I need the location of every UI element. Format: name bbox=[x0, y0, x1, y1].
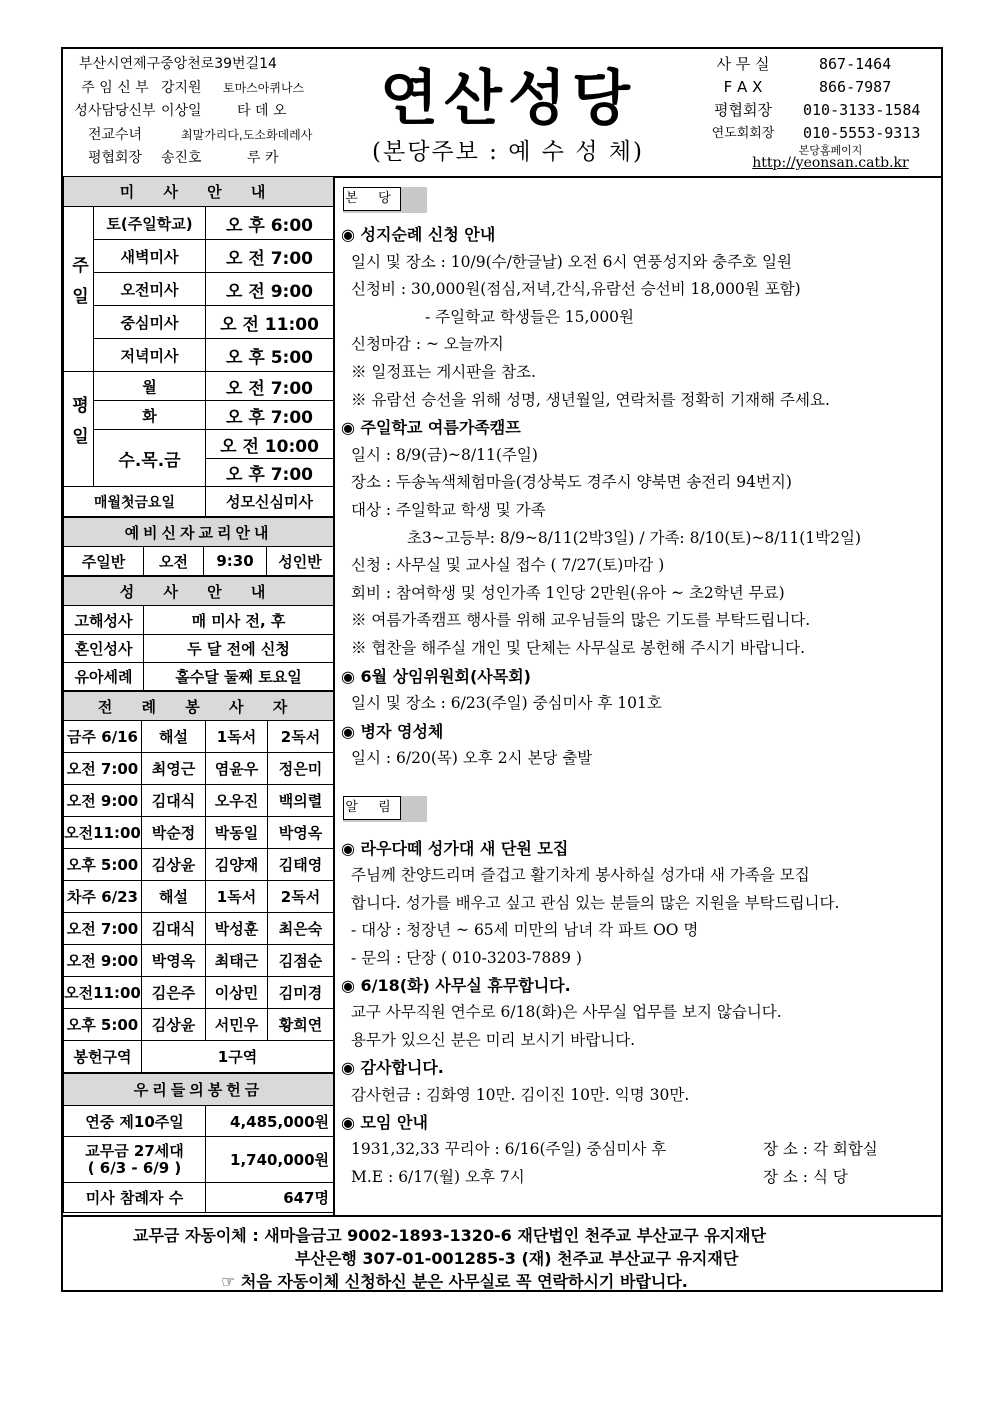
notice-location: 장 소 : 식 당 bbox=[763, 1167, 848, 1186]
notice-text: M.E : 6/17(월) 오후 7시 bbox=[351, 1167, 525, 1186]
offering-area-label: 봉헌구역 bbox=[64, 1041, 142, 1073]
parish-tab bbox=[343, 187, 428, 213]
server-cell: 최은숙 bbox=[268, 913, 334, 945]
header bbox=[63, 49, 941, 178]
server-cell: 염윤우 bbox=[206, 753, 268, 785]
notice-text: ◉ 성지순례 신청 안내 bbox=[341, 225, 496, 244]
bulletin-subtitle: (본당주보 : 예 수 성 체) bbox=[372, 139, 644, 165]
contact-list bbox=[693, 53, 938, 145]
server-cell: 2독서 bbox=[268, 881, 334, 913]
server-cell: 1독서 bbox=[206, 721, 268, 753]
notice-text: ※ 협찬을 해주실 개인 및 단체는 사무실로 봉헌해 주시기 바랍니다. bbox=[351, 639, 806, 657]
server-cell: 박성훈 bbox=[206, 913, 268, 945]
notice-line bbox=[351, 636, 805, 658]
mass-name: 화 bbox=[94, 401, 206, 430]
mass-table bbox=[63, 176, 334, 517]
notice-line bbox=[351, 332, 504, 354]
notice-line bbox=[351, 691, 662, 713]
homepage bbox=[723, 144, 938, 170]
servers-table bbox=[63, 691, 334, 1073]
server-cell: 박영옥 bbox=[268, 817, 334, 849]
server-cell: 금주 6/16 bbox=[64, 721, 142, 753]
weekday-label: 평일 bbox=[64, 372, 94, 487]
server-cell: 해설 bbox=[142, 881, 206, 913]
notice-line bbox=[351, 470, 792, 492]
contact-label: 연도회회장 bbox=[711, 126, 775, 141]
notice-line bbox=[351, 1083, 689, 1105]
news-tab-label: 알 림 bbox=[343, 796, 401, 820]
sacrament-name: 고해성사 bbox=[64, 606, 144, 635]
notice-text: 대상 : 주일학교 학생 및 가족 bbox=[351, 501, 546, 519]
catechumen-heading: 예비신자교리안내 bbox=[64, 518, 334, 547]
address: 부산시연제구중앙천로39번길14 bbox=[79, 56, 277, 72]
contact-label: F A X bbox=[723, 78, 763, 96]
server-cell: 해설 bbox=[142, 721, 206, 753]
mass-name: 저녁미사 bbox=[94, 339, 206, 372]
sacrament-value: 두 달 전에 신청 bbox=[144, 635, 334, 663]
notice-text: 일시 및 장소 : 10/9(수/한글날) 오전 6시 연풍성지와 충주호 일원 bbox=[351, 252, 792, 271]
staff-role: 성사담당신부 bbox=[74, 103, 156, 119]
mass-heading: 미 사 안 내 bbox=[64, 177, 334, 207]
offering-area-value: 1구역 bbox=[142, 1041, 334, 1073]
server-cell: 오전 9:00 bbox=[64, 945, 142, 977]
sacrament-value: 홀수달 둘째 토요일 bbox=[144, 663, 334, 691]
notice-line bbox=[351, 581, 785, 603]
notice-line bbox=[351, 918, 698, 940]
notice-text: 합니다. 성가를 배우고 싶고 관심 있는 분들의 많은 지원을 부탁드립니다. bbox=[351, 893, 840, 912]
mass-time: 오 후 7:00 bbox=[206, 459, 334, 487]
notice-line bbox=[407, 526, 861, 548]
server-cell: 오전 7:00 bbox=[64, 753, 142, 785]
catechumen-cell: 오전 bbox=[144, 547, 204, 576]
mass-time: 오 전 7:00 bbox=[206, 372, 334, 401]
notice-text: ◉ 모임 안내 bbox=[341, 1113, 428, 1132]
notice-text: ◉ 6/18(화) 사무실 휴무합니다. bbox=[341, 976, 571, 995]
notice-text: ◉ 주일학교 여름가족캠프 bbox=[341, 418, 521, 438]
server-cell: 박영옥 bbox=[142, 945, 206, 977]
server-cell: 2독서 bbox=[268, 721, 334, 753]
notice-line bbox=[351, 498, 546, 520]
server-cell: 오후 5:00 bbox=[64, 1009, 142, 1041]
server-cell: 김상윤 bbox=[142, 849, 206, 881]
servers-heading: 전 례 봉 사 자 bbox=[64, 692, 334, 721]
server-cell: 김은주 bbox=[142, 977, 206, 1009]
notice-heading bbox=[341, 664, 531, 687]
server-cell: 김대식 bbox=[142, 913, 206, 945]
offering-label-cell bbox=[64, 1137, 206, 1183]
notice-heading bbox=[341, 719, 443, 742]
staff-name: 강지원 bbox=[161, 79, 202, 96]
notice-text: 1931,32,33 꾸리아 : 6/16(주일) 중심미사 후 bbox=[351, 1140, 667, 1159]
notice-line bbox=[351, 388, 830, 410]
notice-text: ◉ 감사합니다. bbox=[341, 1058, 444, 1078]
staff-role: 주 임 신 부 bbox=[81, 79, 149, 96]
notice-line bbox=[351, 891, 839, 913]
notice-heading bbox=[341, 222, 495, 245]
server-cell: 정은미 bbox=[268, 753, 334, 785]
notice-text: 주님께 찬양드리며 즐겁고 활기차게 봉사하실 성가대 새 가족을 모집 bbox=[351, 866, 810, 885]
notice-line bbox=[425, 305, 634, 327]
offering-value: 1,740,000원 bbox=[206, 1137, 334, 1183]
notice-heading bbox=[341, 836, 568, 859]
notice-line bbox=[351, 746, 592, 768]
notice-line bbox=[351, 360, 536, 382]
notice-text: 일시 : 8/9(금)~8/11(주일) bbox=[351, 445, 538, 464]
notice-line bbox=[351, 443, 538, 465]
mass-time: 오 전 7:00 bbox=[206, 240, 334, 273]
server-cell: 김양재 bbox=[206, 849, 268, 881]
server-cell: 황희연 bbox=[268, 1009, 334, 1041]
catechumen-cell: 성인반 bbox=[267, 547, 334, 576]
staff-role: 전교수녀 bbox=[87, 126, 143, 143]
first-friday-name: 매월첫금요일 bbox=[64, 487, 206, 517]
notice-line bbox=[351, 1137, 878, 1159]
notice-heading bbox=[341, 1110, 428, 1133]
notice-heading bbox=[341, 973, 571, 996]
notice-text: - 대상 : 청장년 ~ 65세 미만의 남녀 각 파트 OO 명 bbox=[351, 921, 699, 940]
staff-baptismal: 최말가리다,도소화데레사 bbox=[181, 127, 313, 142]
notice-line bbox=[351, 608, 810, 630]
notice-line bbox=[351, 1028, 635, 1050]
contact-label: 사 무 실 bbox=[716, 55, 770, 73]
staff-baptismal: 루 카 bbox=[247, 150, 279, 166]
notice-text: ※ 일정표는 게시판을 참조. bbox=[351, 363, 536, 381]
footer-line: ☞ 처음 자동이체 신청하신 분은 사무실로 꼭 연락하시기 바랍니다. bbox=[221, 1272, 688, 1291]
notice-line bbox=[351, 1000, 782, 1022]
server-cell: 오전11:00 bbox=[64, 977, 142, 1009]
server-cell: 오전 7:00 bbox=[64, 913, 142, 945]
notice-text: 신청비 : 30,000원(점심,저녁,간식,유람선 승선비 18,000원 포함) bbox=[351, 280, 801, 299]
notices-column bbox=[335, 176, 941, 1215]
notice-text: 감사헌금 : 김화영 10만. 김이진 10만. 익명 30만. bbox=[351, 1085, 690, 1104]
catechumen-cell: 주일반 bbox=[64, 547, 144, 576]
notice-text: - 문의 : 단장 ( 010-3203-7889 ) bbox=[351, 948, 582, 967]
server-cell: 박동일 bbox=[206, 817, 268, 849]
contact-value: 010-3133-1584 bbox=[803, 101, 921, 119]
notice-heading bbox=[341, 415, 521, 438]
bulletin-title: 연산성당 bbox=[380, 64, 636, 134]
server-cell: 김점순 bbox=[268, 945, 334, 977]
notice-text: ◉ 라우다떼 성가대 새 단원 모집 bbox=[341, 839, 569, 858]
sacrament-heading: 성 사 안 내 bbox=[64, 577, 334, 606]
catechumen-cell: 9:30 bbox=[204, 547, 267, 576]
server-cell: 오우진 bbox=[206, 785, 268, 817]
notice-text: 일시 및 장소 : 6/23(주일) 중심미사 후 101호 bbox=[351, 694, 662, 713]
offering-heading: 우리들의봉헌금 bbox=[64, 1074, 334, 1106]
notice-text: 교구 사무직원 연수로 6/18(화)은 사무실 업무를 보지 않습니다. bbox=[351, 1003, 782, 1022]
offering-period: ( 6/3 - 6/9 ) bbox=[87, 1158, 182, 1177]
notice-line bbox=[351, 553, 664, 575]
staff-baptismal: 타 데 오 bbox=[237, 103, 287, 119]
server-cell: 박순정 bbox=[142, 817, 206, 849]
mass-name: 새벽미사 bbox=[94, 240, 206, 273]
offering-label: 연중 제10주일 bbox=[64, 1106, 206, 1137]
server-cell: 김상윤 bbox=[142, 1009, 206, 1041]
server-cell: 김미경 bbox=[268, 977, 334, 1009]
mass-time: 오 후 7:00 bbox=[206, 401, 334, 430]
server-cell: 이상민 bbox=[206, 977, 268, 1009]
server-cell: 백의렬 bbox=[268, 785, 334, 817]
mass-time: 오 전 9:00 bbox=[206, 273, 334, 306]
footer-line: 교무금 자동이체 : 새마을금고 9002-1893-1320-6 재단법인 천주교 부산교구 유지재단 bbox=[133, 1226, 766, 1245]
notice-line bbox=[351, 1165, 848, 1187]
contact-value: 867-1464 bbox=[819, 55, 892, 73]
notice-text: ※ 유람선 승선을 위해 성명, 생년월일, 연락처를 정확히 기재해 주세요. bbox=[351, 390, 830, 409]
server-cell: 김태영 bbox=[268, 849, 334, 881]
notice-text: 장소 : 두송녹색체험마을(경상북도 경주시 양북면 송전리 94번지) bbox=[351, 473, 792, 492]
notice-line bbox=[351, 863, 810, 885]
staff-name: 송진호 bbox=[161, 150, 202, 166]
schedule-column bbox=[63, 176, 335, 1215]
server-cell: 김대식 bbox=[142, 785, 206, 817]
notice-location: 장 소 : 각 회합실 bbox=[763, 1140, 878, 1159]
sacrament-value: 매 미사 전, 후 bbox=[144, 606, 334, 635]
server-cell: 차주 6/23 bbox=[64, 881, 142, 913]
contact-value: 010-5553-9313 bbox=[803, 124, 921, 142]
mass-name: 수.목.금 bbox=[94, 430, 206, 487]
parish-staff bbox=[69, 53, 339, 171]
sacrament-table bbox=[63, 576, 334, 691]
offering-value: 647명 bbox=[206, 1183, 334, 1213]
sunday-label: 주일 bbox=[64, 207, 94, 372]
bulletin-frame bbox=[61, 47, 943, 1292]
first-friday-mass: 성모신심미사 bbox=[206, 487, 334, 517]
catechumen-table bbox=[63, 517, 334, 576]
notice-heading bbox=[341, 1055, 444, 1078]
staff-name bbox=[161, 124, 181, 148]
offering-label: 교무금 27세대 bbox=[85, 1141, 184, 1160]
offering-label: 미사 참례자 수 bbox=[64, 1183, 206, 1213]
notice-text: ◉ 6월 상임위원회(사목회) bbox=[341, 666, 531, 686]
homepage-label: 본당홈페이지 bbox=[798, 144, 863, 157]
notice-line bbox=[351, 946, 582, 968]
parish-tab-label: 본 당 bbox=[343, 187, 401, 211]
mass-time: 오 후 6:00 bbox=[206, 207, 334, 240]
server-cell: 최영근 bbox=[142, 753, 206, 785]
notice-text: 회비 : 참여학생 및 성인가족 1인당 2만원(유아 ~ 초2학년 무료) bbox=[351, 583, 785, 602]
server-cell: 최태근 bbox=[206, 945, 268, 977]
server-cell: 1독서 bbox=[206, 881, 268, 913]
server-cell: 오전11:00 bbox=[64, 817, 142, 849]
offering-value: 4,485,000원 bbox=[206, 1106, 334, 1137]
notice-line bbox=[351, 250, 792, 272]
homepage-link[interactable]: http://yeonsan.catb.kr bbox=[752, 155, 909, 171]
contact-label: 평협회장 bbox=[714, 101, 772, 119]
server-cell: 서민우 bbox=[206, 1009, 268, 1041]
server-cell: 오전 9:00 bbox=[64, 785, 142, 817]
sacrament-name: 유아세례 bbox=[64, 663, 144, 691]
sacrament-name: 혼인성사 bbox=[64, 635, 144, 663]
news-tab bbox=[343, 796, 428, 822]
offering-table bbox=[63, 1073, 334, 1213]
mass-time: 오 전 10:00 bbox=[206, 430, 334, 459]
mass-name: 월 bbox=[94, 372, 206, 401]
footer-line: 부산은행 307-01-001285-3 (재) 천주교 부산교구 유지재단 bbox=[295, 1249, 739, 1268]
mass-name: 오전미사 bbox=[94, 273, 206, 306]
mass-time: 오 후 5:00 bbox=[206, 339, 334, 372]
server-cell: 오후 5:00 bbox=[64, 849, 142, 881]
notice-text: ※ 여름가족캠프 행사를 위해 교우님들의 많은 기도를 부탁드립니다. bbox=[351, 611, 811, 630]
contact-value: 866-7987 bbox=[819, 78, 892, 96]
notice-text: 신청마감 : ~ 오늘까지 bbox=[351, 335, 504, 354]
notice-text: 초3~고등부: 8/9~8/11(2박3일) / 가족: 8/10(토)~8/11(1박2일) bbox=[407, 528, 861, 547]
staff-name: 이상일 bbox=[161, 103, 202, 119]
notice-line bbox=[351, 277, 801, 299]
footer bbox=[63, 1215, 941, 1292]
notice-text: 일시 : 6/20(목) 오후 2시 본당 출발 bbox=[351, 749, 593, 768]
staff-role: 평협회장 bbox=[87, 150, 143, 166]
notice-text: 용무가 있으신 분은 미리 보시기 바랍니다. bbox=[351, 1030, 636, 1049]
mass-time: 오 전 11:00 bbox=[206, 306, 334, 339]
staff-baptismal: 토마스아퀴나스 bbox=[223, 80, 305, 95]
notice-text: 신청 : 사무실 및 교사실 접수 ( 7/27(토)마감 ) bbox=[351, 556, 665, 575]
notice-text: - 주일학교 학생들은 15,000원 bbox=[425, 307, 635, 326]
notice-text: ◉ 병자 영성체 bbox=[341, 721, 444, 741]
mass-name: 중심미사 bbox=[94, 306, 206, 339]
mass-name: 토(주일학교) bbox=[94, 207, 206, 240]
